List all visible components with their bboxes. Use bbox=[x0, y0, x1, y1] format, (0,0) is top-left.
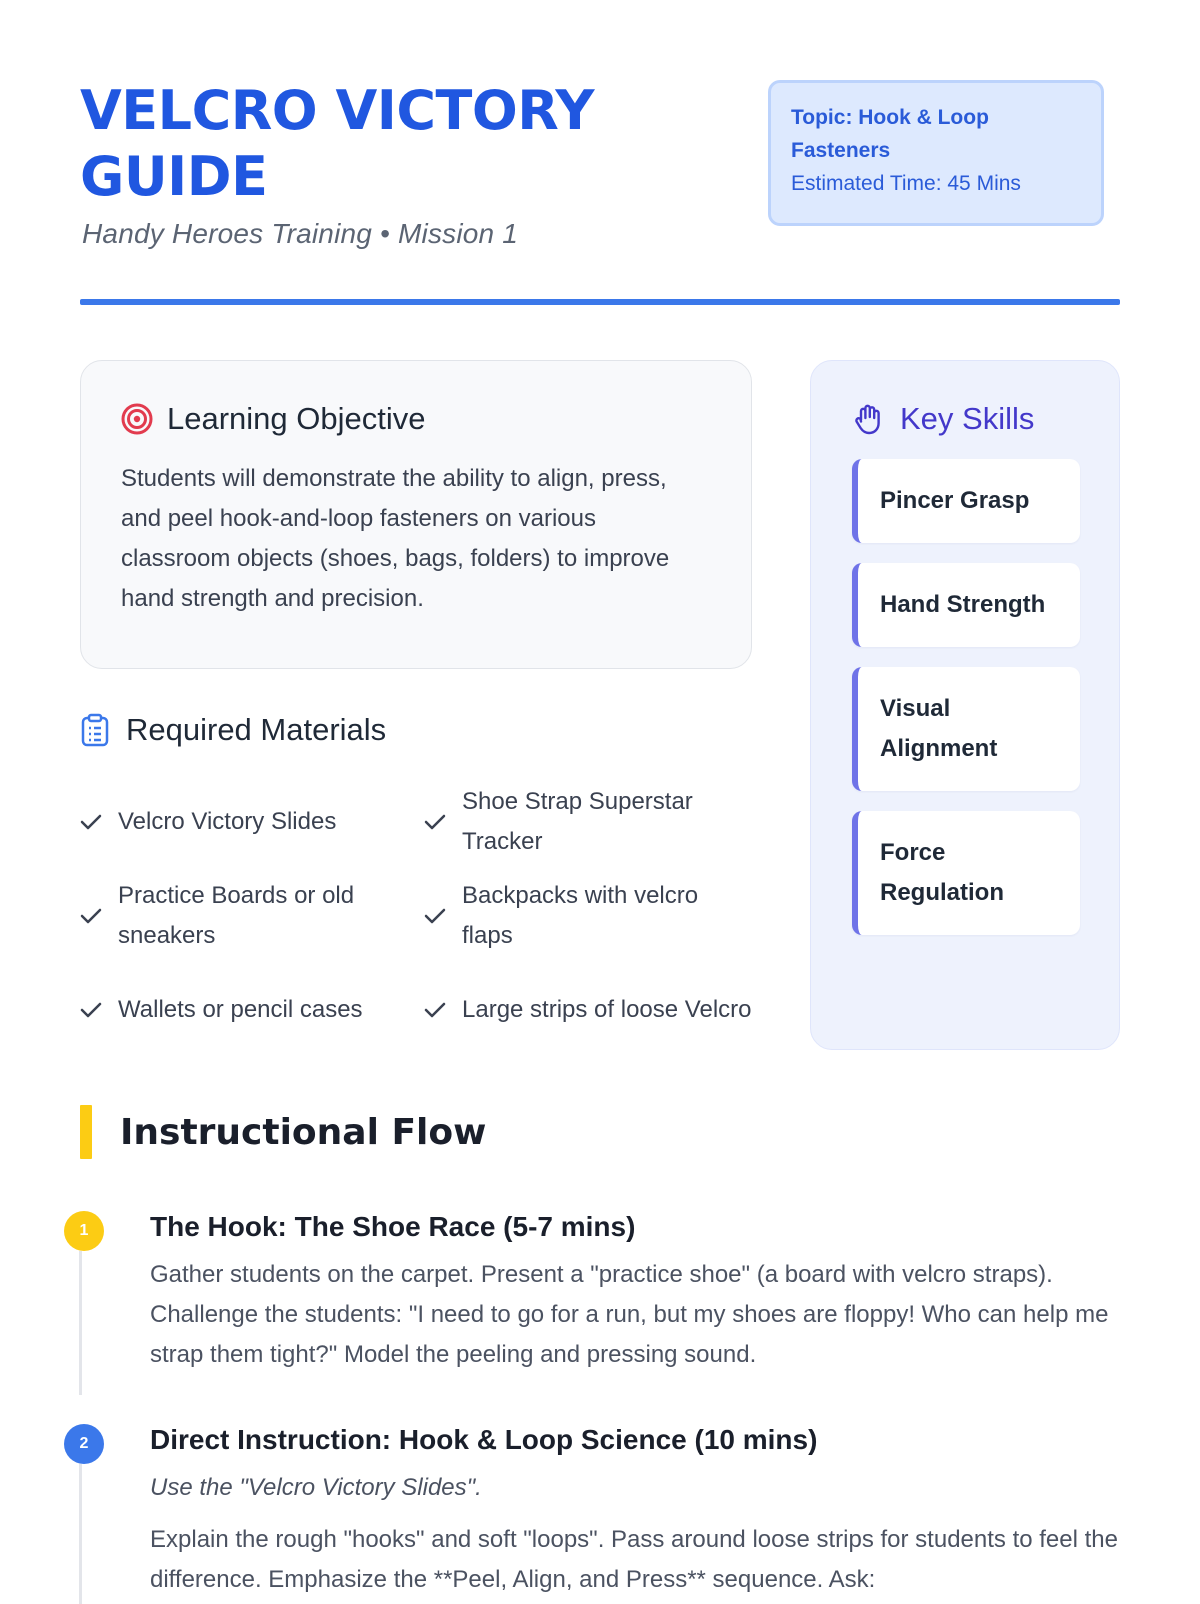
estimated-time: Estimated Time: 45 Mins bbox=[791, 172, 1021, 195]
key-skills-panel bbox=[810, 360, 1120, 1050]
topic-info-box bbox=[768, 80, 1104, 226]
step-number-badge: 1 bbox=[64, 1211, 104, 1251]
step-title: Direct Instruction: Hook & Loop Science (10 mins) bbox=[150, 1424, 818, 1455]
check-icon bbox=[80, 907, 104, 925]
page-subtitle: Handy Heroes Training • Mission 1 bbox=[82, 218, 519, 249]
step-text: Explain the rough "hooks" and soft "loops". Pass around loose strips for students to feel the difference. Emphasize the **Peel, Align, and Press** sequence. Ask: bbox=[150, 1526, 1118, 1593]
page-title: VELCRO VICTORY GUIDE bbox=[80, 79, 594, 208]
flow-heading: Instructional Flow bbox=[120, 1111, 487, 1153]
skill-card: Pincer Grasp bbox=[852, 459, 1080, 543]
check-icon bbox=[80, 1001, 104, 1019]
material-item: Practice Boards or old sneakers bbox=[80, 876, 424, 956]
objective-text: Students will demonstrate the ability to align, press, and peel hook-and-loop fasteners on various classroom objects (shoes, bags, folders) to improve hand strength and precision. bbox=[121, 465, 670, 612]
required-materials-section bbox=[80, 712, 752, 1050]
skill-card: Visual Alignment bbox=[852, 667, 1080, 791]
timeline-line bbox=[79, 1251, 82, 1395]
skill-card: Force Regulation bbox=[852, 811, 1080, 935]
materials-list bbox=[80, 782, 752, 1050]
step-text: Gather students on the carpet. Present a "practice shoe" (a board with velcro straps). Challenge the students: "I need to go for a run, but my shoes are floppy! Who can help me strap them tight?" Model the peeling and pressing sound. bbox=[150, 1261, 1109, 1368]
learning-objective-card bbox=[80, 360, 752, 669]
materials-heading: Required Materials bbox=[126, 712, 387, 747]
objective-heading: Learning Objective bbox=[167, 401, 426, 436]
check-icon bbox=[424, 813, 448, 831]
timeline-line bbox=[79, 1464, 82, 1604]
material-item: Wallets or pencil cases bbox=[80, 970, 424, 1050]
target-icon bbox=[121, 403, 153, 435]
skills-list bbox=[852, 459, 1078, 935]
material-item: Velcro Victory Slides bbox=[80, 782, 424, 862]
header-divider bbox=[80, 299, 1120, 305]
lesson-page bbox=[79, 0, 1120, 1593]
page-header bbox=[80, 0, 1120, 305]
topic-label: Topic: Hook & Loop Fasteners bbox=[791, 106, 989, 162]
skill-card: Hand Strength bbox=[852, 563, 1080, 647]
hand-icon bbox=[852, 402, 884, 436]
check-icon bbox=[424, 1001, 448, 1019]
section-accent-bar bbox=[80, 1105, 92, 1159]
material-item: Large strips of loose Velcro bbox=[424, 970, 752, 1050]
check-icon bbox=[424, 907, 448, 925]
check-icon bbox=[80, 813, 104, 831]
skills-heading: Key Skills bbox=[900, 401, 1035, 436]
instructional-flow-header bbox=[80, 1105, 486, 1159]
material-item: Backpacks with velcro flaps bbox=[424, 876, 752, 956]
step-number-badge: 2 bbox=[64, 1424, 104, 1464]
step-note: Use the "Velcro Victory Slides". bbox=[150, 1474, 482, 1501]
clipboard-icon bbox=[80, 713, 110, 747]
step-title: The Hook: The Shoe Race (5-7 mins) bbox=[150, 1211, 636, 1242]
material-item: Shoe Strap Superstar Tracker bbox=[424, 782, 752, 862]
